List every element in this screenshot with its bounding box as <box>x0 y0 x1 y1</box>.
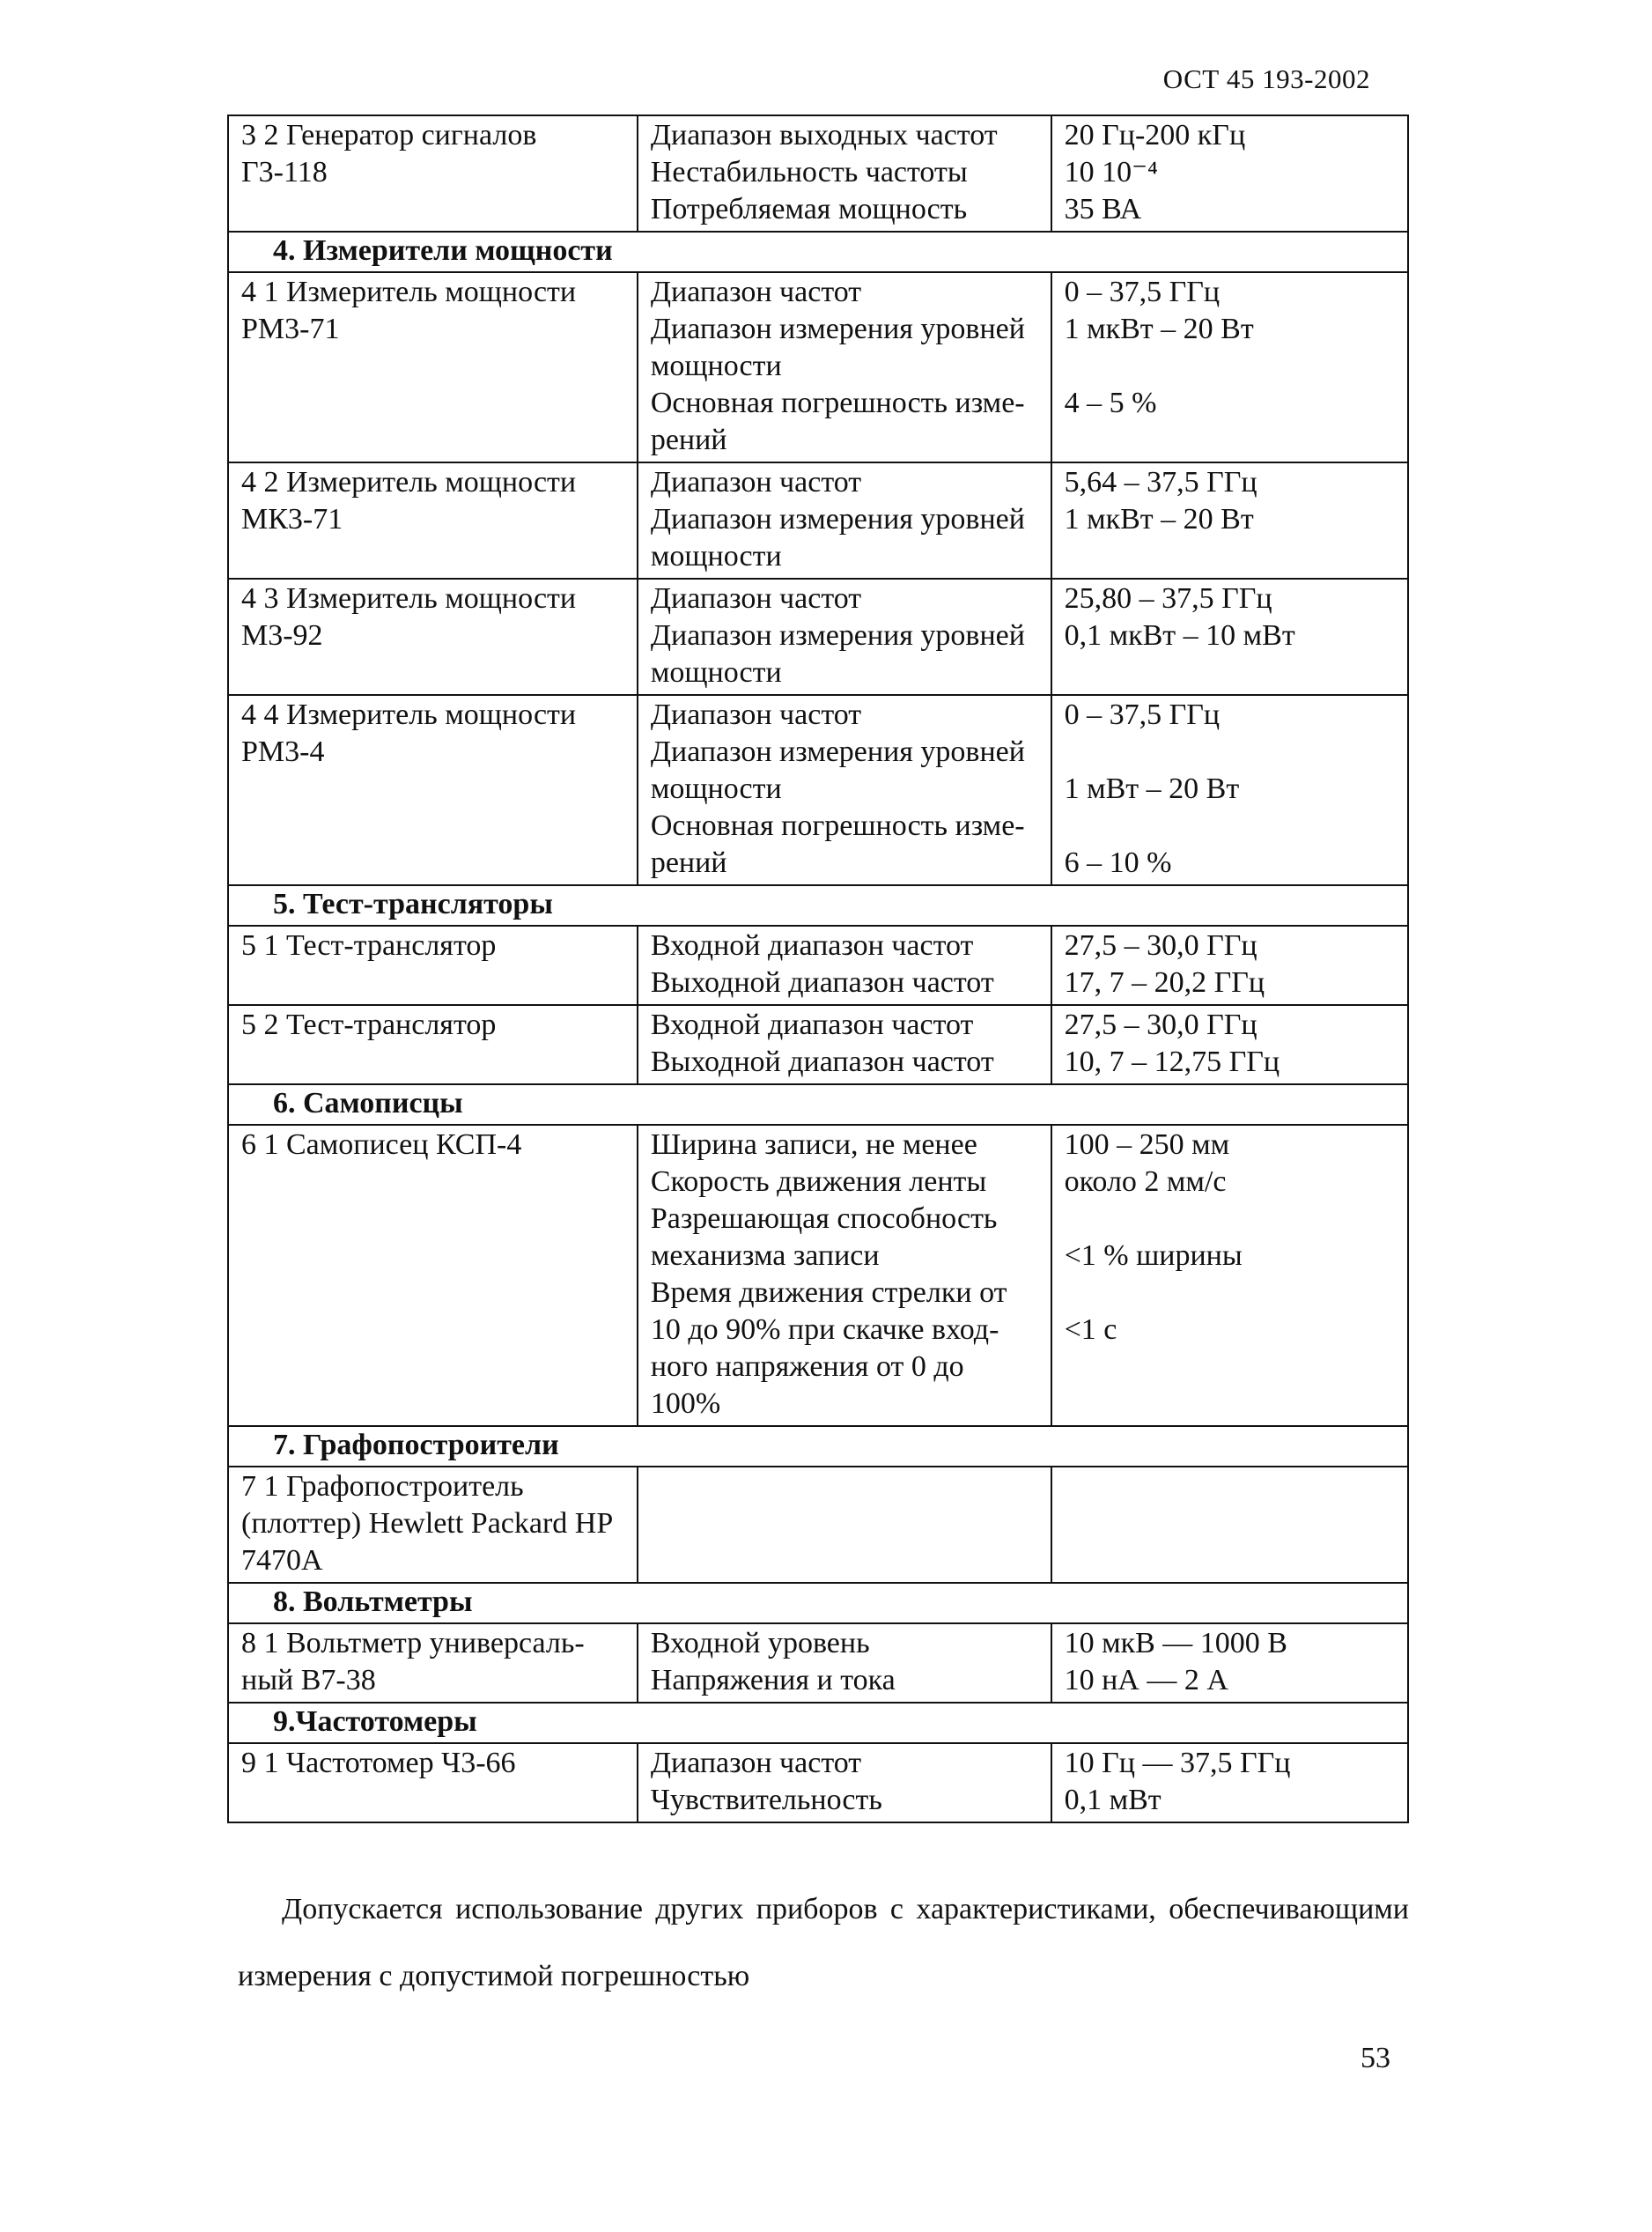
instrument-parameters: Диапазон частот Диапазон измерения уровней мощности Основная погрешность изме- рений <box>638 695 1051 885</box>
document-code: ОСТ 45 193-2002 <box>1162 63 1370 94</box>
section-row <box>228 1426 1408 1467</box>
section-title: 5. Тест-трансляторы <box>228 885 1408 926</box>
instruments-table <box>227 115 1409 1823</box>
table-row <box>228 1005 1408 1084</box>
instrument-parameters: Диапазон частот Диапазон измерения уровней мощности <box>638 579 1051 695</box>
instrument-name: 3 2 Генератор сигналов Г3-118 <box>228 115 638 232</box>
instrument-values: 0 – 37,5 ГГц 1 мкВт – 20 Вт 4 – 5 % <box>1051 272 1408 462</box>
instrument-parameters: Диапазон выходных частот Нестабильность частоты Потребляемая мощность <box>638 115 1051 232</box>
instrument-name: 4 1 Измеритель мощности РМ3-71 <box>228 272 638 462</box>
footer-note: Допускается использование других приборов с характеристиками, обеспечивающими измерения с допустимой погрешностью <box>238 1893 1409 1992</box>
instrument-name: 8 1 Вольтметр универсаль- ный В7-38 <box>228 1623 638 1703</box>
instrument-parameters: Входной уровень Напряжения и тока <box>638 1623 1051 1703</box>
table-row <box>228 462 1408 579</box>
instrument-parameters: Диапазон частот Диапазон измерения уровней мощности <box>638 462 1051 579</box>
section-row <box>228 1703 1408 1743</box>
instrument-values: 10 мкВ — 1000 В 10 нА — 2 А <box>1051 1623 1408 1703</box>
section-row <box>228 1583 1408 1623</box>
section-title: 6. Самописцы <box>228 1084 1408 1125</box>
table-row <box>228 1467 1408 1583</box>
table-row <box>228 695 1408 885</box>
section-title: 8. Вольтметры <box>228 1583 1408 1623</box>
instrument-name: 4 2 Измеритель мощности МК3-71 <box>228 462 638 579</box>
instrument-values: 10 Гц — 37,5 ГГц 0,1 мВт <box>1051 1743 1408 1822</box>
instrument-values <box>1051 1467 1408 1583</box>
instrument-name: 4 4 Измеритель мощности РМ3-4 <box>228 695 638 885</box>
table-row <box>228 1623 1408 1703</box>
instrument-name: 5 1 Тест-транслятор <box>228 926 638 1005</box>
section-title: 4. Измерители мощности <box>228 232 1408 272</box>
page-number: 53 <box>1361 2042 1390 2074</box>
table-row <box>228 1743 1408 1822</box>
instrument-name: 5 2 Тест-транслятор <box>228 1005 638 1084</box>
section-row <box>228 1084 1408 1125</box>
instrument-values: 100 – 250 мм около 2 мм/с <1 % ширины <1 с <box>1051 1125 1408 1426</box>
instrument-name: 9 1 Частотомер Ч3-66 <box>228 1743 638 1822</box>
instrument-values: 27,5 – 30,0 ГГц 10, 7 – 12,75 ГГц <box>1051 1005 1408 1084</box>
section-row <box>228 885 1408 926</box>
table-row <box>228 579 1408 695</box>
section-title: 7. Графопостроители <box>228 1426 1408 1467</box>
instrument-values: 25,80 – 37,5 ГГц 0,1 мкВт – 10 мВт <box>1051 579 1408 695</box>
section-row <box>228 232 1408 272</box>
table-row <box>228 926 1408 1005</box>
instrument-name: 4 3 Измеритель мощности М3-92 <box>228 579 638 695</box>
instrument-parameters <box>638 1467 1051 1583</box>
table-row <box>228 115 1408 232</box>
instrument-parameters: Диапазон частот Диапазон измерения уровней мощности Основная погрешность изме- рений <box>638 272 1051 462</box>
instrument-parameters: Ширина записи, не менее Скорость движения ленты Разрешающая способность механизма записи Время движения стрелки от 10 до 90% при скачке вход- ного напряжения от 0 до 100% <box>638 1125 1051 1426</box>
instrument-parameters: Входной диапазон частот Выходной диапазон частот <box>638 926 1051 1005</box>
section-title: 9.Частотомеры <box>228 1703 1408 1743</box>
instrument-values: 5,64 – 37,5 ГГц 1 мкВт – 20 Вт <box>1051 462 1408 579</box>
instrument-values: 27,5 – 30,0 ГГц 17, 7 – 20,2 ГГц <box>1051 926 1408 1005</box>
instrument-name: 7 1 Графопостроитель (плоттер) Hewlett Packard HP 7470A <box>228 1467 638 1583</box>
instrument-parameters: Входной диапазон частот Выходной диапазон частот <box>638 1005 1051 1084</box>
instrument-values: 20 Гц-200 кГц 10 10⁻⁴ 35 ВА <box>1051 115 1408 232</box>
instrument-values: 0 – 37,5 ГГц 1 мВт – 20 Вт 6 – 10 % <box>1051 695 1408 885</box>
instrument-parameters: Диапазон частот Чувствительность <box>638 1743 1051 1822</box>
instrument-name: 6 1 Самописец КСП-4 <box>228 1125 638 1426</box>
table-row <box>228 272 1408 462</box>
table-row <box>228 1125 1408 1426</box>
